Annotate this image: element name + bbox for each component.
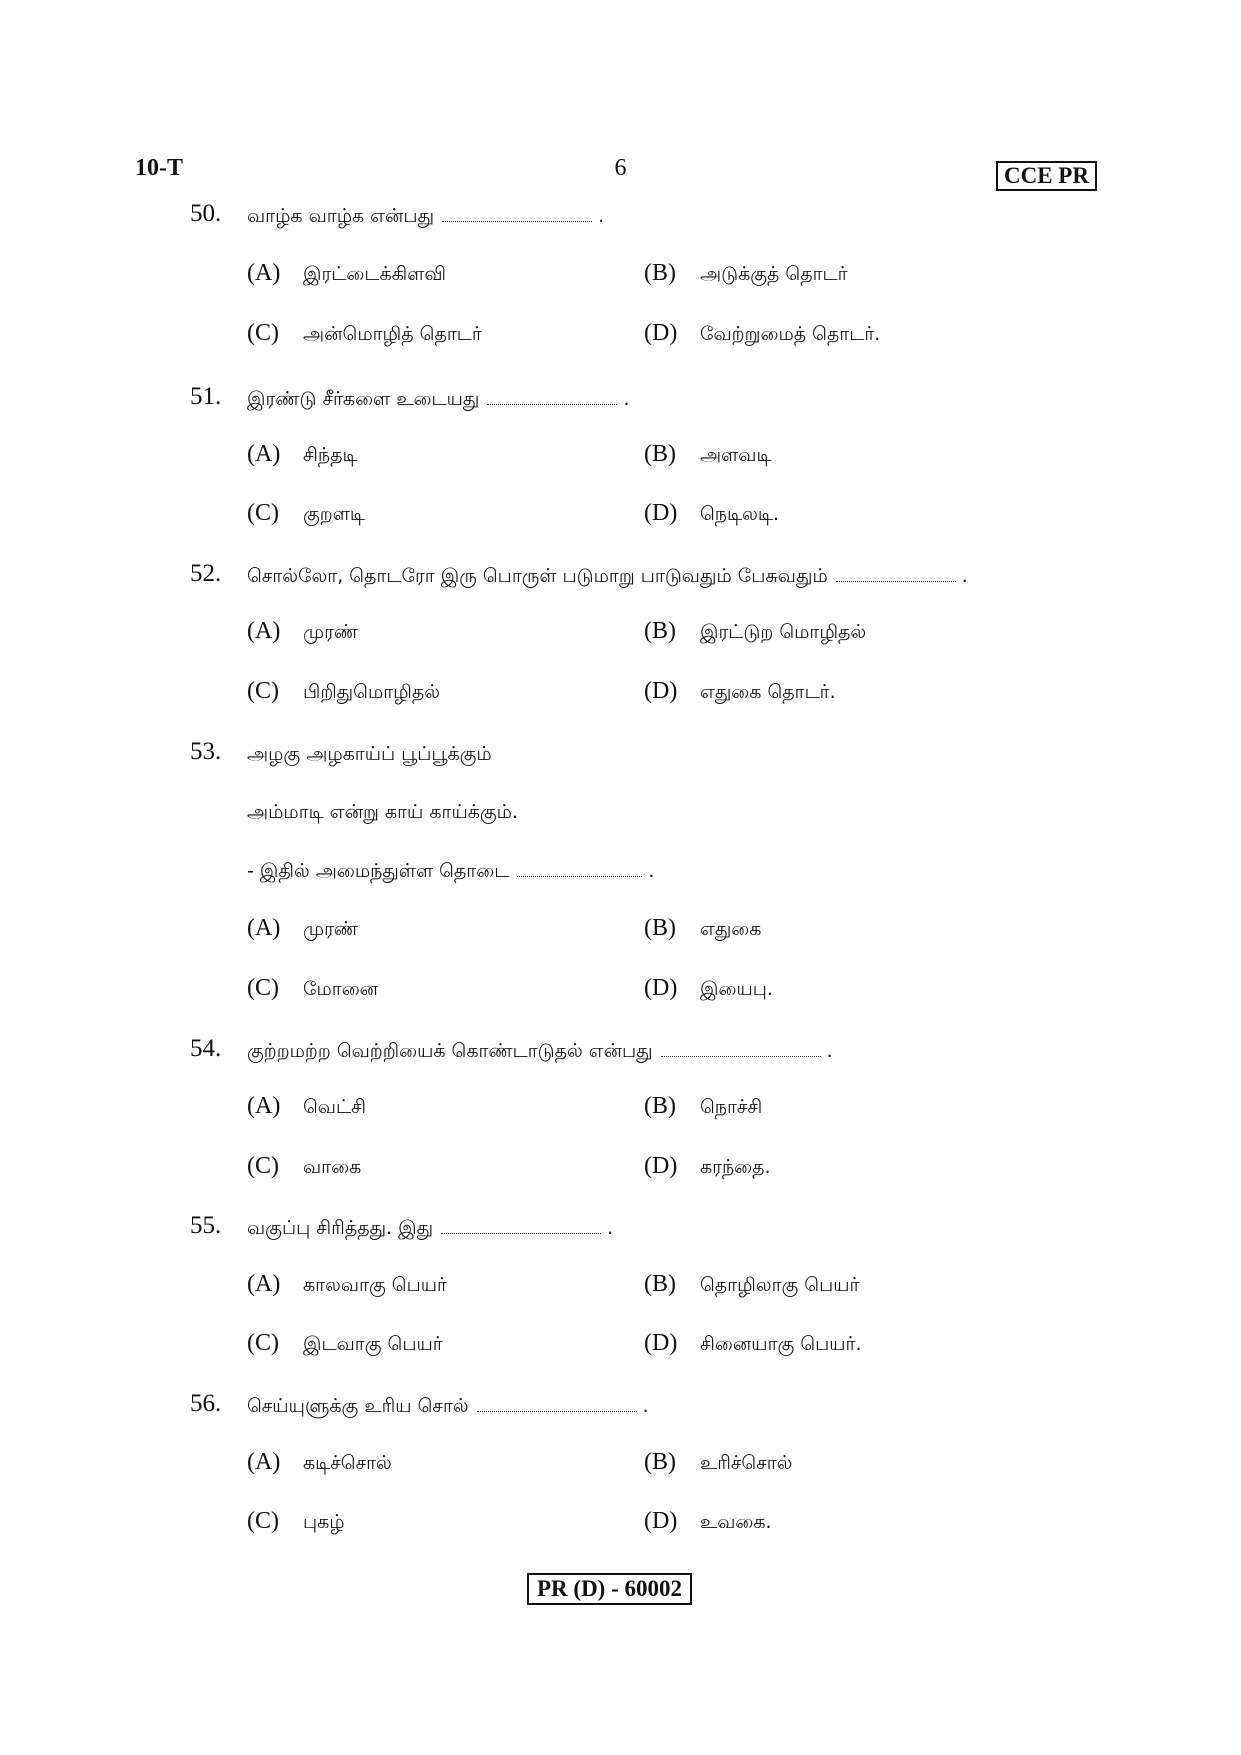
option-a: (A) முரண் — [247, 618, 359, 644]
footer-code-box: PR (D) - 60002 — [527, 1573, 692, 1605]
option-d: (D) இயைபு. — [644, 975, 773, 1001]
option-c: (C) வாகை — [247, 1153, 362, 1179]
option-a: (A) கடிச்சொல் — [247, 1449, 392, 1475]
option-d: (D) உவகை. — [644, 1508, 772, 1534]
page-number: 6 — [614, 155, 627, 181]
option-b: (B) தொழிலாகு பெயர் — [644, 1271, 860, 1297]
paper-code: 10-T — [135, 155, 183, 181]
option-d: (D) நெடிலடி. — [644, 500, 780, 526]
option-d: (D) கரந்தை. — [644, 1153, 771, 1179]
option-c: (C) புகழ் — [247, 1508, 345, 1534]
exam-code-box: CCE PR — [996, 161, 1097, 191]
option-c: (C) குறளடி — [247, 500, 365, 526]
option-c: (C) மோனை — [247, 975, 379, 1001]
question-number: 55. — [190, 1212, 222, 1239]
option-b: (B) இரட்டுற மொழிதல் — [644, 618, 867, 644]
question-number: 53. — [190, 738, 222, 765]
answer-blank — [836, 580, 956, 582]
question-text: வாழ்க வாழ்க என்பது . — [247, 205, 605, 227]
option-a: (A) சிந்தடி — [247, 441, 358, 467]
answer-blank — [442, 220, 592, 222]
question-number: 50. — [190, 200, 222, 227]
question-number: 56. — [190, 1390, 222, 1417]
option-b: (B) எதுகை — [644, 915, 762, 941]
question-text: அழகு அழகாய்ப் பூப்பூக்கும் — [247, 743, 492, 765]
answer-blank — [517, 875, 642, 877]
question-text: செய்யுளுக்கு உரிய சொல் . — [247, 1395, 649, 1417]
answer-blank — [477, 1410, 637, 1412]
option-b: (B) அளவடி — [644, 441, 772, 467]
option-b: (B) அடுக்குத் தொடர் — [644, 260, 848, 286]
option-c: (C) அன்மொழித் தொடர் — [247, 320, 482, 346]
option-d: (D) சினையாகு பெயர். — [644, 1330, 862, 1356]
option-a: (A) முரண் — [247, 915, 359, 941]
question-text: வகுப்பு சிரித்தது. இது . — [247, 1217, 614, 1239]
option-c: (C) இடவாகு பெயர் — [247, 1330, 443, 1356]
question-number: 52. — [190, 560, 222, 587]
option-d: (D) எதுகை தொடர். — [644, 678, 836, 704]
question-number: 54. — [190, 1035, 222, 1062]
option-a: (A) வெட்சி — [247, 1093, 366, 1119]
option-b: (B) உரிச்சொல் — [644, 1449, 793, 1475]
answer-blank — [441, 1232, 601, 1234]
question-text: குற்றமற்ற வெற்றியைக் கொண்டாடுதல் என்பது . — [247, 1040, 833, 1062]
question-number: 51. — [190, 383, 222, 410]
answer-blank — [487, 403, 617, 405]
answer-blank — [661, 1055, 821, 1057]
option-d: (D) வேற்றுமைத் தொடர். — [644, 320, 881, 346]
option-c: (C) பிறிதுமொழிதல் — [247, 678, 441, 704]
question-text: இரண்டு சீர்களை உடையது . — [247, 388, 630, 410]
option-b: (B) நொச்சி — [644, 1093, 763, 1119]
question-text-line-2: அம்மாடி என்று காய் காய்க்கும். — [247, 801, 518, 823]
option-a: (A) இரட்டைக்கிளவி — [247, 260, 447, 286]
option-a: (A) காலவாகு பெயர் — [247, 1271, 447, 1297]
question-text: சொல்லோ, தொடரோ இரு பொருள் படுமாறு பாடுவதும் பேசுவதும் . — [247, 565, 968, 587]
question-text-line-3: - இதில் அமைந்துள்ள தொடை . — [247, 860, 655, 882]
